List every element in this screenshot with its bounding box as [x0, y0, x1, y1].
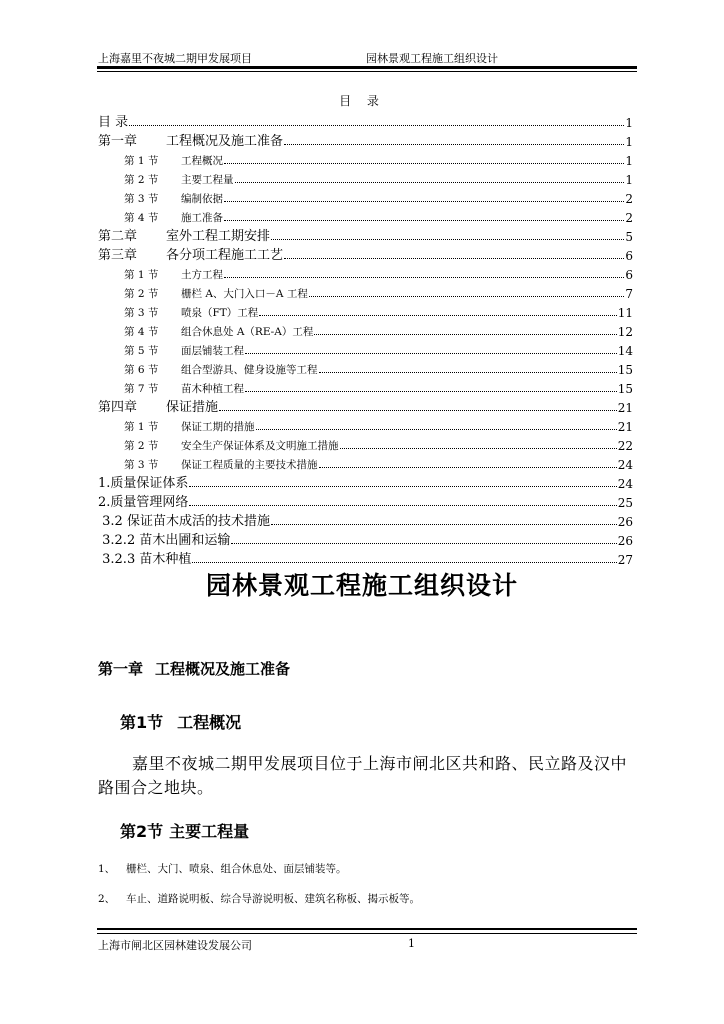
toc-entry-title: 3.2.2 苗木出圃和运输 [98, 533, 231, 548]
toc-leader-dots [284, 144, 624, 145]
toc-leader-dots [189, 505, 616, 506]
toc-leader-dots [189, 486, 616, 487]
toc-entry-page: 24 [617, 458, 633, 472]
section-title: 工程概况 [177, 713, 242, 732]
toc-entry-title: 喷泉（FT）工程 [181, 307, 259, 319]
toc-entry-title: 编制依据 [181, 193, 223, 205]
list-item-text: 栅栏、大门、喷泉、组合休息处、面层铺装等。 [126, 863, 347, 875]
toc-leader-dots [271, 524, 617, 525]
document-title: 园林景观工程施工组织设计 [205, 571, 518, 600]
toc-entry[interactable] [98, 206, 633, 225]
toc-entry-title: 2.质量管理网络 [98, 495, 189, 510]
toc-leader-dots [340, 448, 617, 449]
toc-leader-dots [219, 410, 617, 411]
toc-entry-page: 6 [625, 268, 633, 282]
toc-entry[interactable] [98, 130, 633, 149]
toc-entry[interactable] [98, 263, 633, 282]
toc-entry[interactable] [98, 282, 633, 301]
toc-entry[interactable] [98, 111, 633, 130]
section-heading [120, 819, 249, 842]
toc-entry-number: 第 1 节 [124, 155, 159, 167]
toc-entry-title: 目 录 [98, 115, 129, 130]
toc-entry-page: 5 [625, 230, 633, 244]
toc-leader-dots [129, 125, 624, 126]
toc-entry-page: 1 [625, 135, 633, 149]
toc-entry-title: 安全生产保证体系及文明施工措施 [181, 440, 339, 452]
toc-entry-number: 第 3 节 [124, 459, 159, 471]
toc-entry[interactable] [98, 548, 633, 567]
toc-entry-page: 1 [625, 173, 633, 187]
toc-entry[interactable] [98, 358, 633, 377]
list-item-number: 2、 [98, 893, 116, 905]
body-paragraph: 嘉里不夜城二期甲发展项目位于上海市闸北区共和路、民立路及汉中路围合之地块。 [98, 754, 628, 797]
toc-entry-number: 第 2 节 [124, 288, 159, 300]
chapter-title: 工程概况及施工准备 [155, 660, 291, 678]
toc-entry-number: 第 3 节 [124, 307, 159, 319]
toc-entry-page: 2 [625, 211, 633, 225]
toc-entry-number: 第 1 节 [124, 269, 159, 281]
header-project: 上海嘉里不夜城二期甲发展项目 [98, 52, 252, 65]
list-item [98, 861, 347, 876]
toc-entry-page: 21 [617, 420, 633, 434]
list-item [98, 891, 420, 906]
toc-entry[interactable] [98, 149, 633, 168]
section-number: 第1节 [120, 713, 164, 732]
toc-entry-number: 第二章 [98, 229, 138, 244]
header-doc-title: 园林景观工程施工组织设计 [366, 52, 498, 65]
toc-entry[interactable] [98, 491, 633, 510]
toc-entry-title: 各分项工程施工工艺 [166, 248, 284, 263]
toc-entry-number: 第 2 节 [124, 174, 159, 186]
toc-entry-page: 25 [617, 496, 633, 510]
toc-entry[interactable] [98, 187, 633, 206]
toc-leader-dots [224, 201, 624, 202]
toc-entry[interactable] [98, 225, 633, 244]
section-title: 主要工程量 [169, 822, 250, 841]
toc-entry-title: 1.质量保证体系 [98, 476, 189, 491]
toc-entry-title: 主要工程量 [181, 174, 234, 186]
toc-entry[interactable] [98, 377, 633, 396]
toc-entry-number: 第 4 节 [124, 212, 159, 224]
toc-entry-title: 保证工期的措施 [181, 421, 255, 433]
toc-leader-dots [224, 163, 624, 164]
toc-entry-title: 土方工程 [181, 269, 223, 281]
toc-entry-number: 第三章 [98, 248, 138, 263]
toc-entry-number: 第 5 节 [124, 345, 159, 357]
toc-entry[interactable] [98, 453, 633, 472]
toc-entry-page: 26 [617, 515, 633, 529]
toc-entry-title: 室外工程工期安排 [166, 229, 271, 244]
toc-leader-dots [235, 182, 625, 183]
toc-entry-page: 1 [625, 116, 633, 130]
toc-entry[interactable] [98, 244, 633, 263]
footer-company: 上海市闸北区园林建设发展公司 [98, 939, 252, 952]
toc-entry-page: 11 [617, 306, 633, 320]
toc-entry-title: 施工准备 [181, 212, 223, 224]
toc-entry-page: 7 [625, 287, 633, 301]
toc-entry-title: 组合休息处 A（RE-A）工程 [181, 326, 314, 338]
section-heading [120, 710, 241, 733]
header-rule-thin [97, 71, 637, 72]
toc-entry-title: 苗木种植工程 [181, 383, 244, 395]
toc-leader-dots [192, 562, 616, 563]
table-of-contents [98, 111, 633, 567]
toc-leader-dots [245, 353, 617, 354]
toc-entry-page: 2 [625, 192, 633, 206]
toc-entry-number: 第 2 节 [124, 440, 159, 452]
toc-entry-number: 第一章 [98, 134, 138, 149]
page-header [98, 50, 636, 64]
toc-entry[interactable] [98, 396, 633, 415]
toc-entry[interactable] [98, 301, 633, 320]
header-rule [97, 66, 637, 69]
toc-entry[interactable] [98, 472, 633, 491]
toc-leader-dots [309, 296, 625, 297]
toc-title: 目 录 [339, 94, 385, 108]
toc-entry-page: 1 [625, 154, 633, 168]
toc-entry-number: 第 4 节 [124, 326, 159, 338]
toc-leader-dots [224, 220, 624, 221]
toc-entry-title: 保证措施 [166, 400, 219, 415]
list-item-number: 1、 [98, 863, 116, 875]
toc-entry-number: 第 7 节 [124, 383, 159, 395]
toc-entry[interactable] [98, 320, 633, 339]
toc-leader-dots [319, 372, 617, 373]
toc-entry-title: 工程概况及施工准备 [166, 134, 284, 149]
toc-leader-dots [271, 239, 624, 240]
toc-entry[interactable] [98, 168, 633, 187]
toc-entry-title: 3.2 保证苗木成活的技术措施 [98, 514, 270, 529]
toc-entry-page: 26 [617, 534, 633, 548]
chapter-heading [98, 658, 290, 679]
toc-entry-title: 面层铺装工程 [181, 345, 244, 357]
toc-entry-page: 27 [617, 553, 633, 567]
toc-entry-page: 22 [617, 439, 633, 453]
toc-entry-title: 组合型游具、健身设施等工程 [181, 364, 318, 376]
toc-entry-page: 6 [625, 249, 633, 263]
toc-leader-dots [319, 467, 617, 468]
toc-entry-page: 15 [617, 382, 633, 396]
toc-entry[interactable] [98, 339, 633, 358]
toc-leader-dots [256, 429, 617, 430]
list-item-text: 车止、道路说明板、综合导游说明板、建筑名称板、揭示板等。 [126, 893, 420, 905]
toc-entry-page: 12 [617, 325, 633, 339]
toc-entry-page: 21 [617, 401, 633, 415]
toc-entry[interactable] [98, 510, 633, 529]
page-number: 1 [408, 937, 415, 950]
chapter-number: 第一章 [98, 660, 144, 678]
toc-entry-page: 24 [617, 477, 633, 491]
toc-entry-title: 3.2.3 苗木种植 [98, 552, 192, 567]
toc-leader-dots [314, 334, 616, 335]
toc-leader-dots [231, 543, 616, 544]
toc-leader-dots [259, 315, 616, 316]
toc-entry[interactable] [98, 529, 633, 548]
toc-leader-dots [245, 391, 617, 392]
toc-leader-dots [224, 277, 624, 278]
toc-entry-number: 第四章 [98, 400, 138, 415]
section-number: 第2节 [120, 822, 164, 841]
toc-entry[interactable] [98, 434, 633, 453]
toc-entry-number: 第 1 节 [124, 421, 159, 433]
toc-entry[interactable] [98, 415, 633, 434]
footer-rule-thin [97, 933, 637, 934]
toc-entry-number: 第 6 节 [124, 364, 159, 376]
toc-entry-page: 15 [617, 363, 633, 377]
toc-entry-number: 第 3 节 [124, 193, 159, 205]
toc-entry-page: 14 [617, 344, 633, 358]
toc-entry-title: 栅栏 A、大门入口－A 工程 [181, 288, 308, 300]
toc-entry-title: 保证工程质量的主要技术措施 [181, 459, 318, 471]
toc-entry-title: 工程概况 [181, 155, 223, 167]
footer-rule [97, 928, 637, 930]
toc-leader-dots [284, 258, 624, 259]
